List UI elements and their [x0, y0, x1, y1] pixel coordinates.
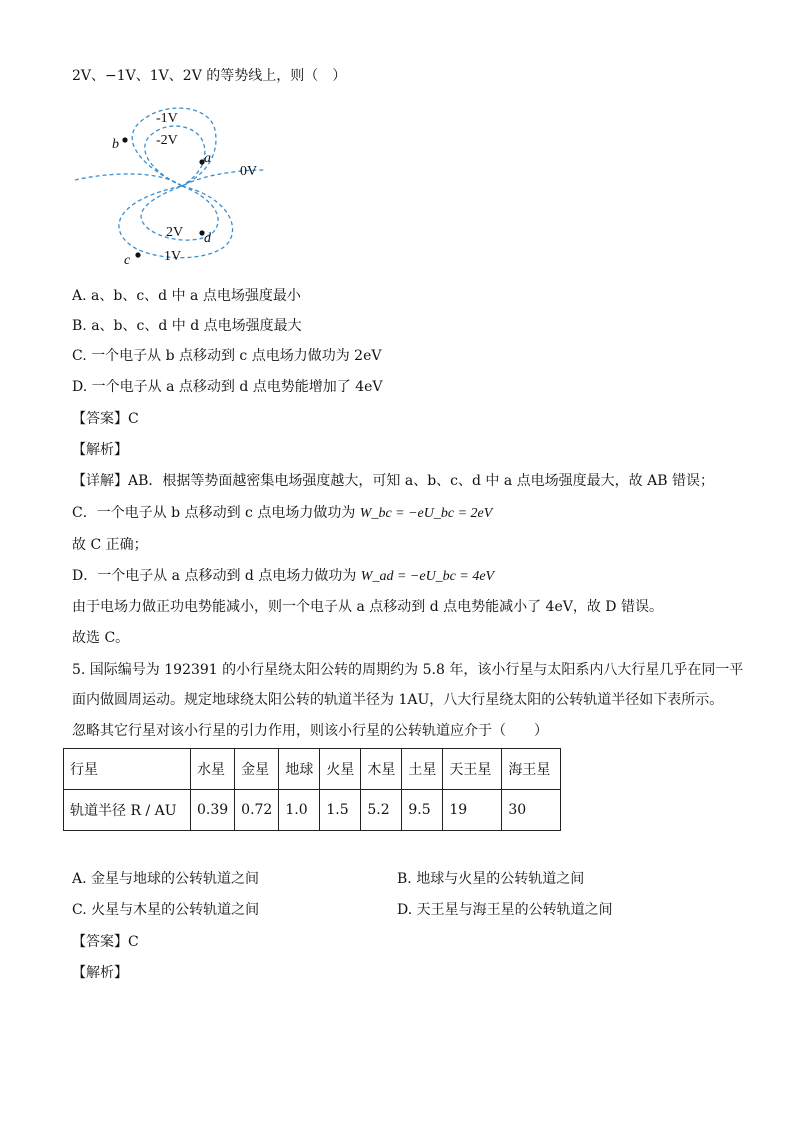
q5-option-b-letter: B. — [397, 871, 412, 887]
q4-option-d-text: 一个电子从 a 点移动到 d 点电势能增加了 4eV — [91, 379, 383, 395]
q5-option-a-text: 金星与地球的公转轨道之间 — [91, 871, 260, 887]
q4-option-d — [72, 377, 383, 397]
q5-option-b — [397, 869, 584, 889]
q4-option-c-letter: C. — [72, 348, 87, 364]
q5-answer-line — [72, 932, 139, 952]
table-cell-radius: 30 — [502, 790, 561, 831]
q4-option-d-letter: D. — [72, 379, 88, 395]
q5-answer-tag: 【答案】 — [72, 934, 128, 950]
q4-detail-2-text: C．一个电子从 b 点移动到 c 点电场力做功为 — [72, 505, 356, 521]
table-cell-planet: 木星 — [361, 749, 402, 790]
table-cell-planet: 金星 — [235, 749, 279, 790]
q4-option-c-text: 一个电子从 b 点移动到 c 点电场力做功为 2eV — [91, 348, 382, 364]
q5-option-a-letter: A. — [72, 871, 87, 887]
q5-option-b-text: 地球与火星的公转轨道之间 — [416, 871, 585, 887]
table-row-radius — [64, 790, 561, 831]
q5-option-c-letter: C. — [72, 902, 87, 918]
q4-answer-value: C — [128, 411, 139, 427]
table-cell-radius: 0.39 — [191, 790, 235, 831]
label-d: d — [204, 231, 211, 246]
table-cell-radius: 1.5 — [320, 790, 361, 831]
q4-detail-tag: 【详解】 — [72, 473, 128, 489]
q4-detail-line-5: 由于电场力做正功电势能减小，则一个电子从 a 点移动到 d 点电势能减小了 4eV，故 D 错误。 — [72, 599, 663, 615]
equipotential-pos1v-line — [119, 186, 233, 258]
q4-detail-4-formula: W_ad = −eU_bc = 4eV — [360, 569, 495, 584]
q4-option-b-text: a、b、c、d 中 d 点电场强度最大 — [91, 318, 302, 334]
equipotential-0v-line — [75, 170, 265, 186]
label-neg1v: -1V — [156, 111, 178, 126]
equipotential-diagram — [70, 100, 270, 275]
table-cell-planet: 土星 — [402, 749, 443, 790]
q5-answer-value: C — [128, 934, 139, 950]
label-b: b — [112, 137, 119, 152]
q4-option-b — [72, 316, 302, 336]
q4-detail-line-1 — [72, 471, 714, 491]
q4-conclusion: 故选 C。 — [72, 630, 130, 646]
table-cell-planet: 天王星 — [443, 749, 502, 790]
q4-option-a — [72, 286, 301, 306]
label-0v: 0V — [240, 164, 258, 179]
table-cell-planet: 水星 — [191, 749, 235, 790]
label-pos1v: 1V — [164, 249, 182, 264]
table-row-header-radius: 轨道半径 R / AU — [64, 790, 191, 831]
table-cell-radius: 1.0 — [279, 790, 320, 831]
table-cell-radius: 5.2 — [361, 790, 402, 831]
q4-detail-line-2 — [72, 503, 492, 524]
equipotential-figure — [70, 100, 270, 275]
q5-option-d-letter: D. — [397, 902, 413, 918]
q4-detail-line-3: 故 C 正确； — [72, 537, 148, 553]
label-pos2v: 2V — [166, 225, 184, 240]
q4-analysis-tag: 【解析】 — [72, 442, 128, 458]
table-row-header-planet: 行星 — [64, 749, 191, 790]
table-cell-radius: 9.5 — [402, 790, 443, 831]
table-cell-planet: 海王星 — [502, 749, 561, 790]
q4-detail-1-text: AB．根据等势面越密集电场强度越大，可知 a、b、c、d 中 a 点电场强度最大，故 AB 错误； — [128, 473, 714, 489]
q4-detail-4-text: D．一个电子从 a 点移动到 d 点电场力做功为 — [72, 568, 357, 584]
q4-detail-line-4 — [72, 566, 494, 587]
q4-answer-tag: 【答案】 — [72, 411, 128, 427]
label-a: a — [204, 151, 211, 166]
q5-option-a — [72, 869, 259, 889]
point-b-dot — [122, 137, 127, 142]
q5-option-c — [72, 900, 259, 920]
q4-answer-line — [72, 409, 139, 429]
q5-option-d-text: 天王星与海王星的公转轨道之间 — [416, 902, 613, 918]
table-cell-radius: 0.72 — [235, 790, 279, 831]
q5-option-c-text: 火星与木星的公转轨道之间 — [91, 902, 260, 918]
q5-option-d — [397, 900, 613, 920]
table-cell-planet: 地球 — [279, 749, 320, 790]
q5-stem-line-3: 忽略其它行星对该小行星的引力作用，则该小行星的公转轨道应介于（ ） — [72, 723, 548, 739]
q4-option-c — [72, 346, 381, 366]
q5-stem-line-2: 面内做圆周运动。规定地球绕太阳公转的轨道半径为 1AU，八大行星绕太阳的公转轨道半径如下表所示。 — [72, 692, 724, 708]
point-c-dot — [135, 252, 140, 257]
q4-option-a-text: a、b、c、d 中 a 点电场强度最小 — [91, 288, 301, 304]
q5-stem-line-1: 5. 国际编号为 192391 的小行星绕太阳公转的周期约为 5.8 年，该小行星与太阳系内八大行星几乎在同一平 — [72, 662, 744, 678]
table-row-planets — [64, 749, 561, 790]
label-c: c — [124, 253, 131, 268]
q4-option-a-letter: A. — [72, 288, 87, 304]
q4-option-b-letter: B. — [72, 318, 87, 334]
table-cell-radius: 19 — [443, 790, 502, 831]
question-intro-line: 2V、−1V、1V、2V 的等势线上，则（ ） — [72, 68, 347, 84]
label-neg2v: -2V — [156, 133, 178, 148]
q5-analysis-tag: 【解析】 — [72, 965, 128, 981]
planet-orbit-table — [63, 748, 561, 831]
q4-detail-2-formula: W_bc = −eU_bc = 2eV — [359, 506, 493, 521]
table-cell-planet: 火星 — [320, 749, 361, 790]
